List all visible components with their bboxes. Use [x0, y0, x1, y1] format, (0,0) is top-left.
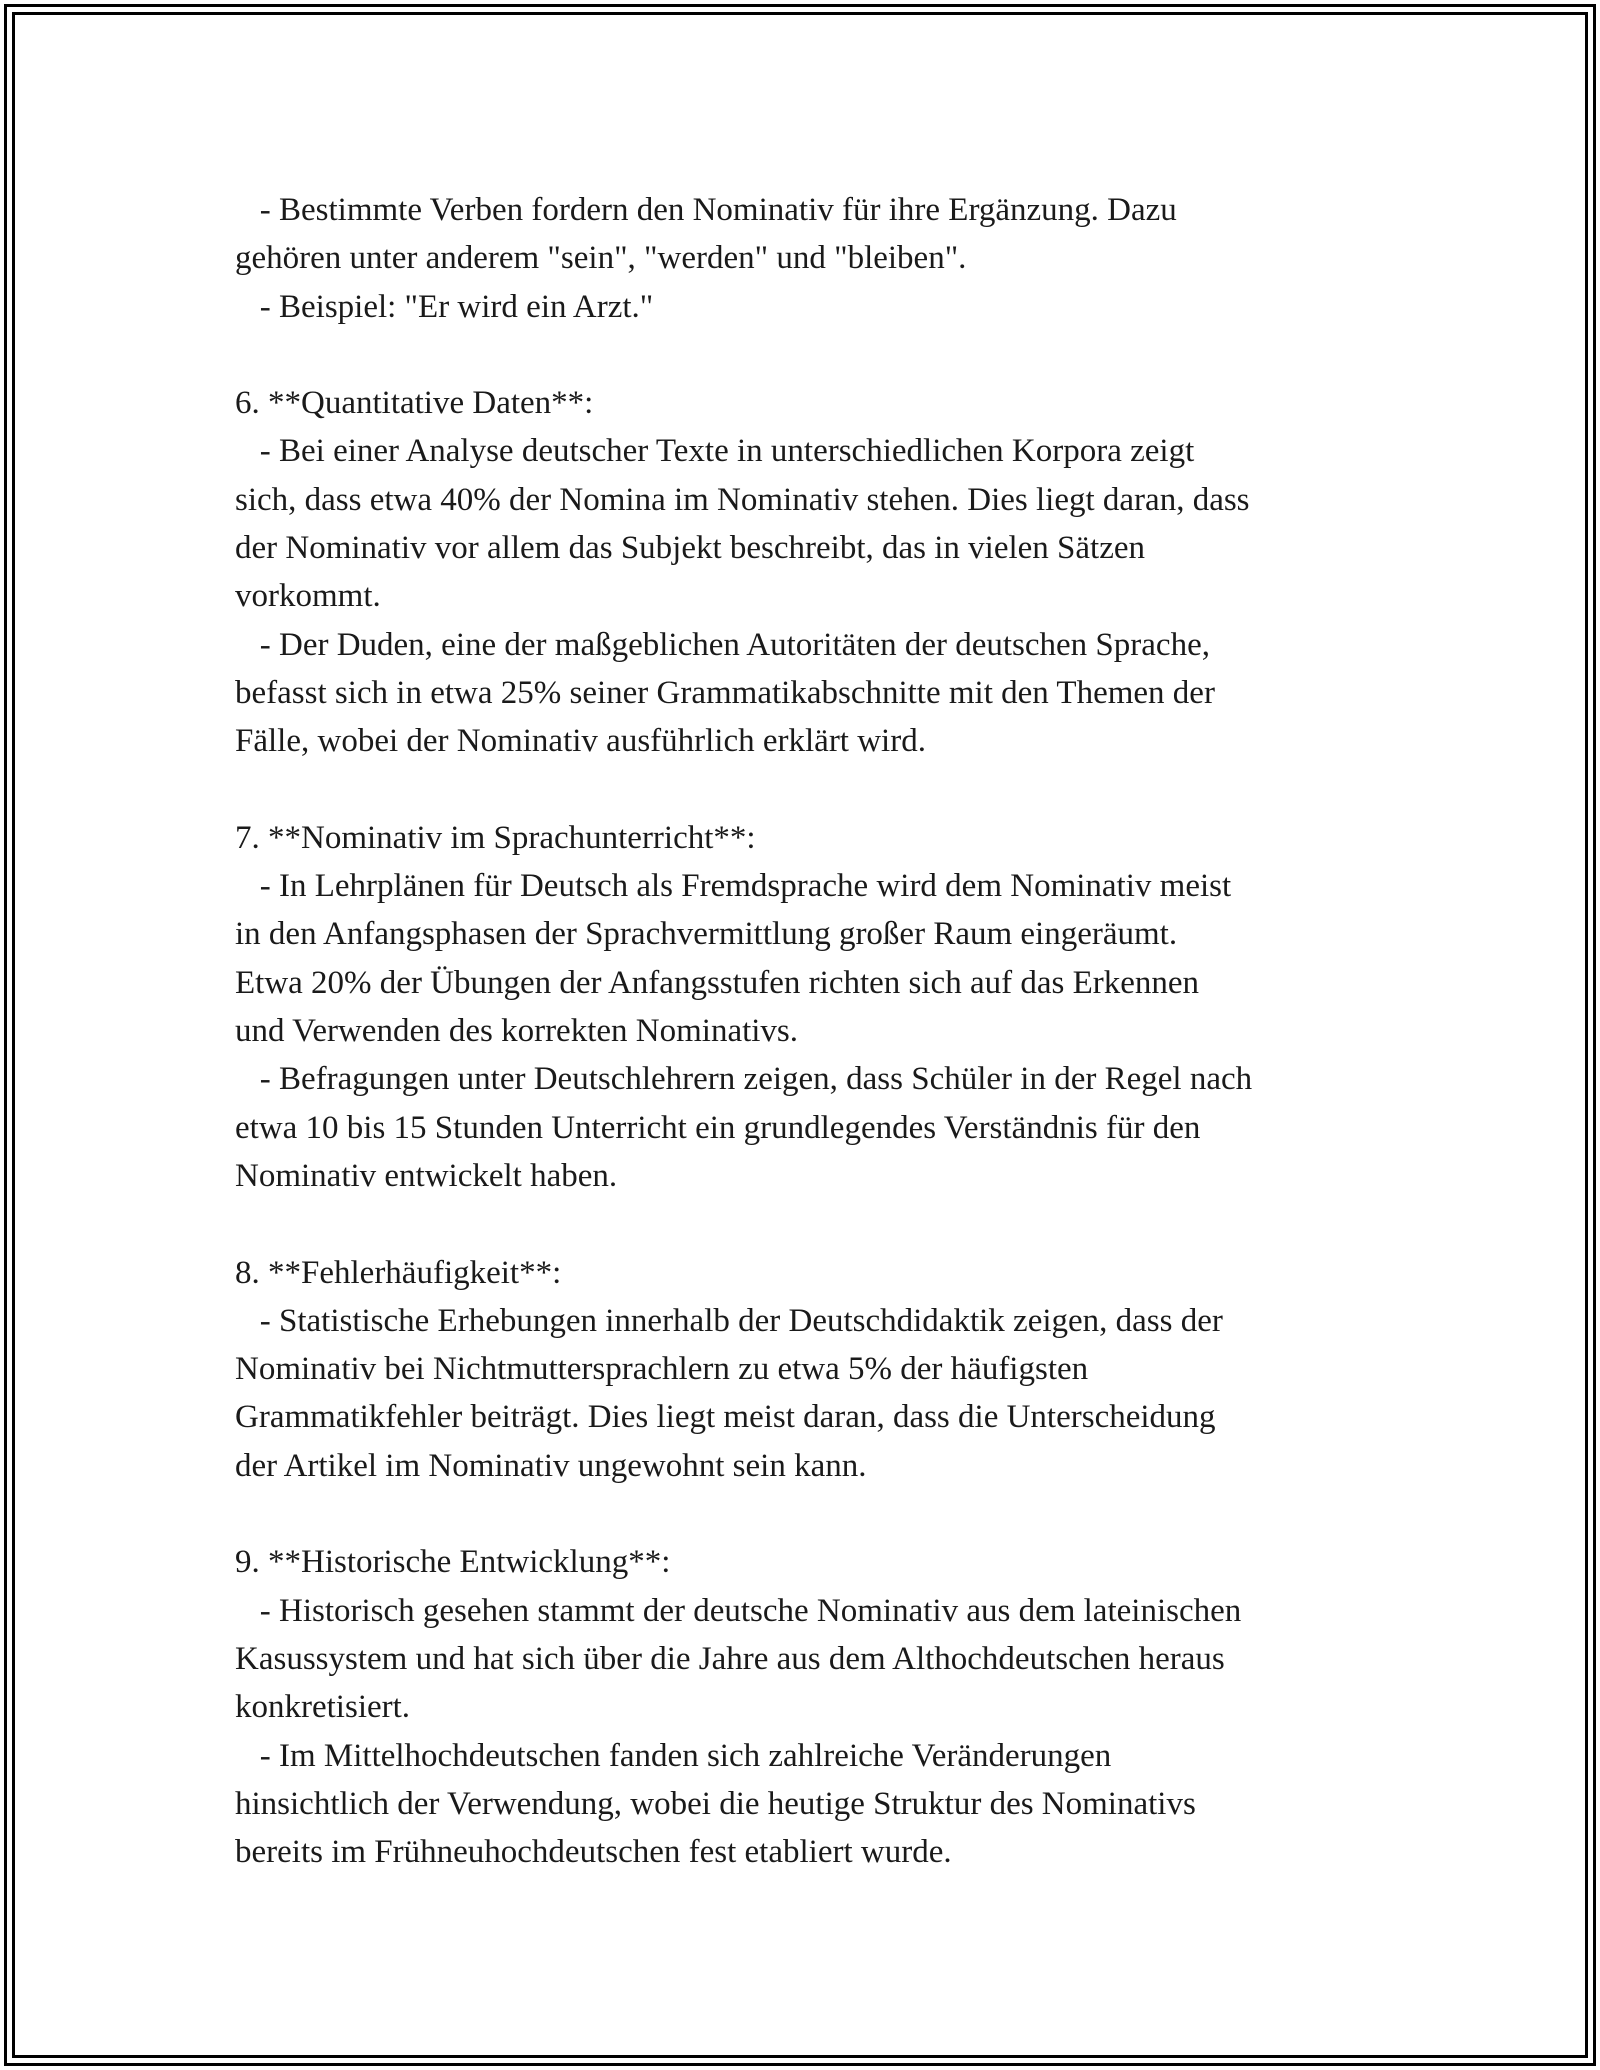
blank-line	[235, 1490, 1395, 1538]
text-line: Grammatikfehler beiträgt. Dies liegt meist daran, dass die Unterscheidung	[235, 1399, 1216, 1436]
text-line: - Historisch gesehen stammt der deutsche Nominativ aus dem lateinischen	[235, 1592, 1242, 1629]
document-body	[235, 186, 1395, 1876]
text-line: konkretisiert.	[235, 1689, 411, 1726]
text-line: der Nominativ vor allem das Subjekt beschreibt, das in vielen Sätzen	[235, 530, 1146, 567]
text-line: vorkommt.	[235, 578, 381, 615]
text-line: befasst sich in etwa 25% seiner Grammatikabschnitte mit den Themen der	[235, 674, 1215, 711]
text-line: in den Anfangsphasen der Sprachvermittlung großer Raum eingeräumt.	[235, 916, 1178, 953]
text-line: gehören unter anderem "sein", "werden" und "bleiben".	[235, 240, 967, 277]
section-heading: 8. **Fehlerhäufigkeit**:	[235, 1254, 562, 1291]
section-heading: 9. **Historische Entwicklung**:	[235, 1544, 671, 1581]
text-line: - Bei einer Analyse deutscher Texte in unterschiedlichen Korpora zeigt	[235, 433, 1195, 470]
section-heading: 7. **Nominativ im Sprachunterricht**:	[235, 819, 756, 856]
blank-line	[235, 1200, 1395, 1248]
blank-line	[235, 331, 1395, 379]
text-line: und Verwenden des korrekten Nominativs.	[235, 1013, 799, 1050]
text-line: etwa 10 bis 15 Stunden Unterricht ein grundlegendes Verständnis für den	[235, 1109, 1201, 1146]
text-line: bereits im Frühneuhochdeutschen fest etabliert wurde.	[235, 1834, 952, 1871]
text-line: - Bestimmte Verben fordern den Nominativ für ihre Ergänzung. Dazu	[235, 192, 1177, 228]
text-line: der Artikel im Nominativ ungewohnt sein kann.	[235, 1447, 867, 1484]
text-line: sich, dass etwa 40% der Nomina im Nominativ stehen. Dies liegt daran, dass	[235, 481, 1250, 518]
text-line: Nominativ bei Nichtmuttersprachlern zu etwa 5% der häufigsten	[235, 1351, 1089, 1388]
text-line: - Beispiel: "Er wird ein Arzt."	[235, 288, 654, 325]
text-line: Fälle, wobei der Nominativ ausführlich erklärt wird.	[235, 723, 926, 760]
text-line: - Statistische Erhebungen innerhalb der Deutschdidaktik zeigen, dass der	[235, 1302, 1223, 1339]
text-line: - Der Duden, eine der maßgeblichen Autoritäten der deutschen Sprache,	[235, 626, 1210, 663]
text-line: - Befragungen unter Deutschlehrern zeigen, dass Schüler in der Regel nach	[235, 1061, 1253, 1098]
blank-line	[235, 766, 1395, 814]
text-line: Etwa 20% der Übungen der Anfangsstufen richten sich auf das Erkennen	[235, 964, 1200, 1001]
text-line: hinsichtlich der Verwendung, wobei die heutige Struktur des Nominativs	[235, 1785, 1196, 1822]
text-line: - Im Mittelhochdeutschen fanden sich zahlreiche Veränderungen	[235, 1737, 1112, 1774]
text-line: - In Lehrplänen für Deutsch als Fremdsprache wird dem Nominativ meist	[235, 868, 1232, 905]
section-heading: 6. **Quantitative Daten**:	[235, 385, 594, 422]
text-line: Nominativ entwickelt haben.	[235, 1157, 618, 1194]
text-line: Kasussystem und hat sich über die Jahre aus dem Althochdeutschen heraus	[235, 1640, 1225, 1677]
